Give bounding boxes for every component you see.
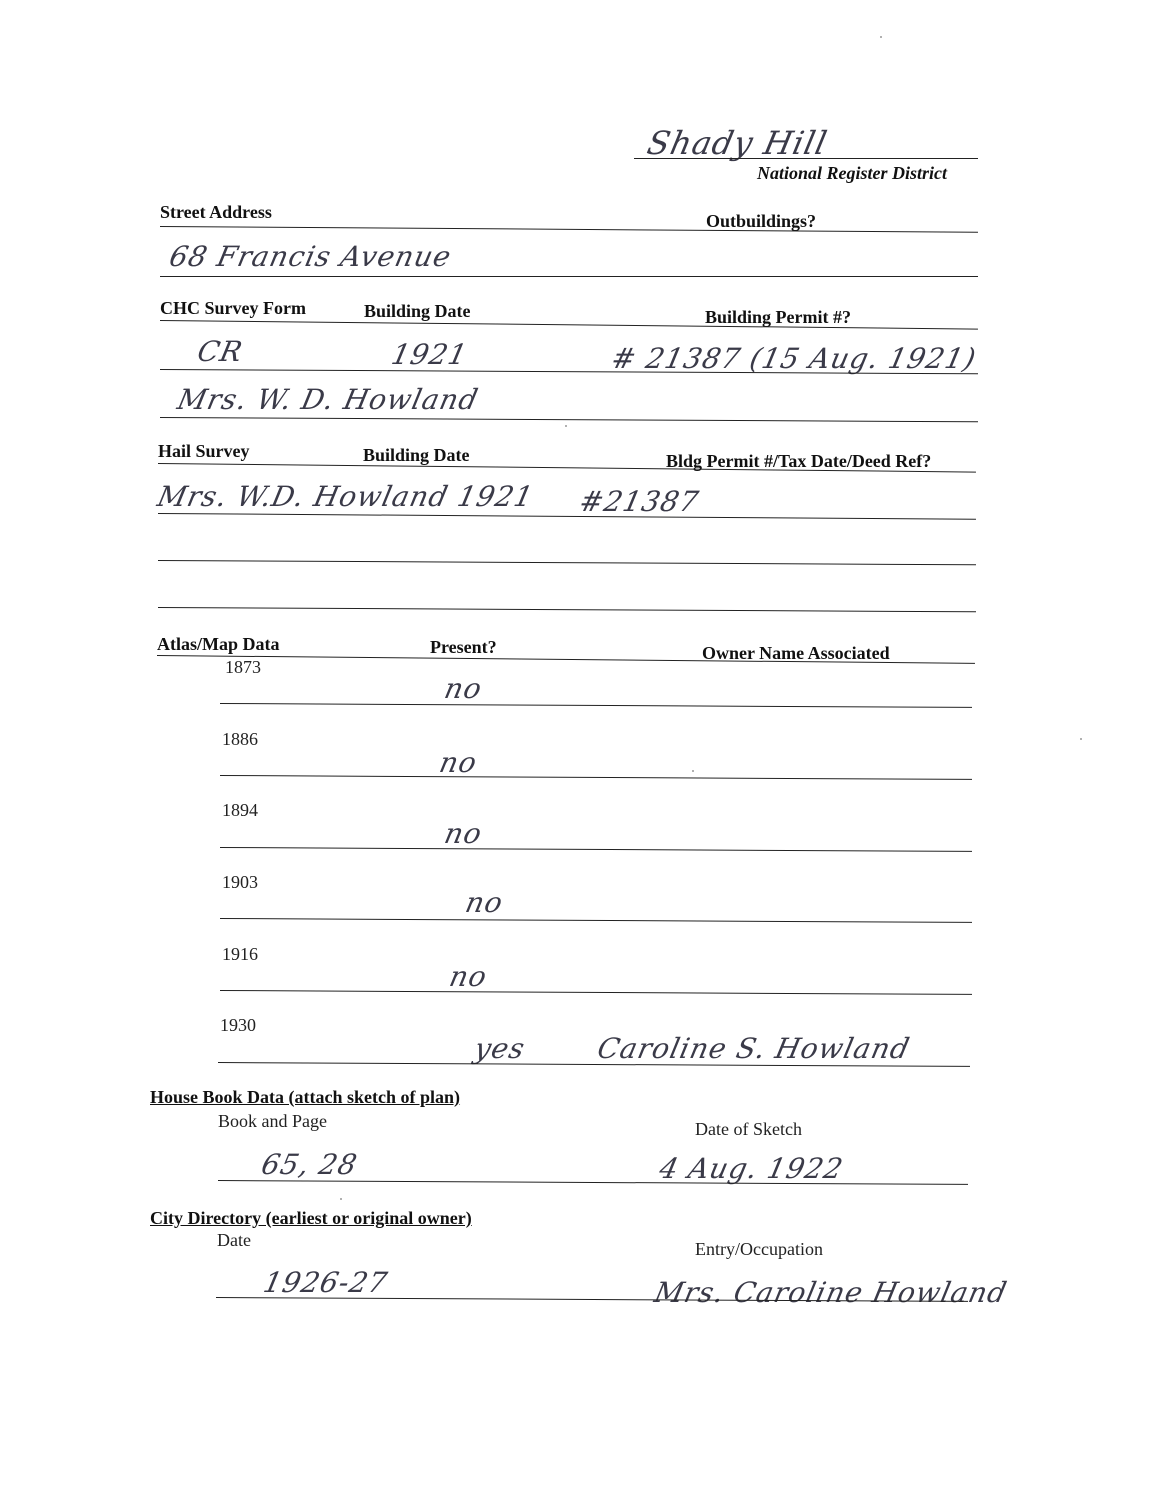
atlas-year-1873: 1873 <box>225 657 261 677</box>
present-label: Present? <box>430 637 497 657</box>
scan-speck <box>1080 738 1082 740</box>
street-address-label: Street Address <box>160 202 272 222</box>
atlas-present-1886: no <box>436 746 481 779</box>
hail-value-line <box>158 513 976 520</box>
chc-date-value: 1921 <box>388 338 471 371</box>
atlas-year-1886: 1886 <box>222 729 258 749</box>
owner-associated-label: Owner Name Associated <box>702 643 890 663</box>
house-book-line <box>218 1180 968 1185</box>
hail-blank-line-1 <box>158 560 976 565</box>
atlas-present-1903: no <box>462 886 507 919</box>
date-of-sketch-label: Date of Sketch <box>695 1119 802 1139</box>
district-line <box>634 158 978 159</box>
outbuildings-label: Outbuildings? <box>706 211 817 231</box>
atlas-data-label: Atlas/Map Data <box>157 634 280 654</box>
entry-occupation-value: Mrs. Caroline Howland <box>651 1276 1011 1309</box>
atlas-line-1873 <box>220 703 972 708</box>
atlas-present-1930: yes <box>471 1032 529 1065</box>
atlas-line-1894 <box>220 847 972 852</box>
scan-speck <box>880 36 882 38</box>
chc-owner-value: Mrs. W. D. Howland <box>174 383 482 416</box>
sketch-date-value: 4 Aug. 1922 <box>656 1152 847 1185</box>
atlas-present-1916: no <box>446 960 491 993</box>
scan-speck <box>565 425 567 427</box>
atlas-owner-1930: Caroline S. Howland <box>594 1032 914 1065</box>
street-header-line <box>160 226 978 233</box>
hail-survey-value: Mrs. W.D. Howland 1921 <box>154 480 537 513</box>
chc-permit-value: # 21387 (15 Aug. 1921) <box>608 342 980 375</box>
chc-permit-label: Building Permit #? <box>705 307 852 327</box>
hail-survey-label: Hail Survey <box>158 441 250 461</box>
atlas-year-1930: 1930 <box>220 1015 256 1035</box>
house-book-label: House Book Data (attach sketch of plan) <box>150 1087 461 1107</box>
scan-speck <box>340 1198 342 1200</box>
atlas-year-1894: 1894 <box>222 800 258 820</box>
chc-header-line <box>160 320 978 330</box>
entry-occupation-label: Entry/Occupation <box>695 1239 823 1259</box>
district-label: National Register District <box>757 163 948 183</box>
hail-permit-value: #21387 <box>576 485 703 518</box>
directory-date-label: Date <box>217 1230 251 1250</box>
street-address-value: 68 Francis Avenue <box>166 240 455 273</box>
chc-building-date-label: Building Date <box>364 301 471 321</box>
district-name-handwritten: Shady Hill <box>643 124 831 162</box>
chc-survey-label: CHC Survey Form <box>160 298 306 318</box>
atlas-year-1903: 1903 <box>222 872 258 892</box>
chc-owner-line <box>160 417 978 422</box>
directory-date-value: 1926-27 <box>260 1266 391 1299</box>
street-value-line <box>160 276 978 277</box>
atlas-present-1894: no <box>441 817 486 850</box>
atlas-line-1916 <box>220 990 972 995</box>
city-directory-label: City Directory (earliest or original owner) <box>150 1208 472 1228</box>
book-page-label: Book and Page <box>218 1111 327 1131</box>
atlas-year-1916: 1916 <box>222 944 258 964</box>
scan-speck <box>692 770 694 772</box>
atlas-line-1903 <box>220 918 972 923</box>
hail-blank-line-2 <box>158 607 976 612</box>
atlas-present-1873: no <box>441 672 486 705</box>
atlas-line-1886 <box>220 775 972 780</box>
chc-survey-value: CR <box>194 335 247 368</box>
hail-building-date-label: Building Date <box>363 445 470 465</box>
hail-permit-label: Bldg Permit #/Tax Date/Deed Ref? <box>666 451 932 471</box>
book-page-value: 65, 28 <box>258 1148 361 1181</box>
